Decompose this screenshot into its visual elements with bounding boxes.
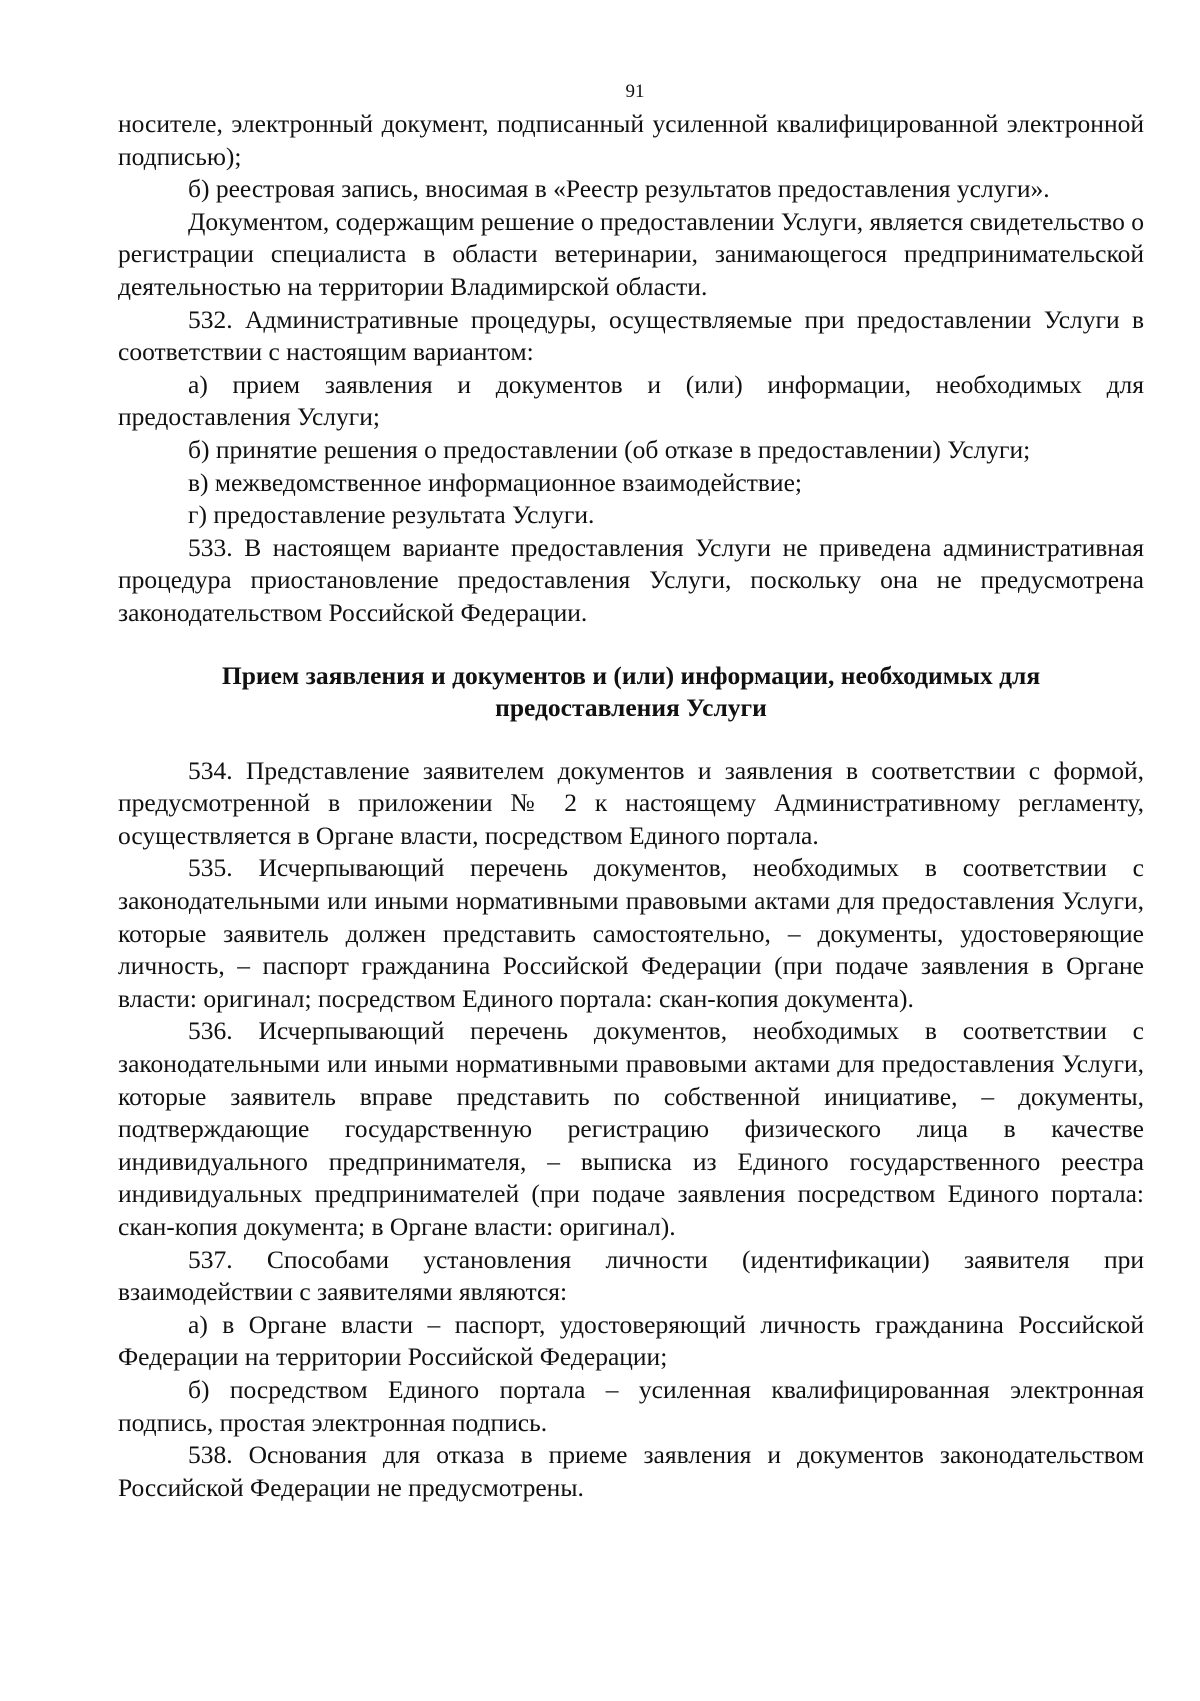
paragraph-533: 533. В настоящем варианте предоставления Услуги не приведена административная процедура приостановление предоставления Услуги, поскольку она не предусмотрена законодательством Российской Федерации. bbox=[118, 532, 1144, 627]
paragraph-538: 538. Основания для отказа в приеме заявления и документов законодательством Российской Федерации не предусмотрены. bbox=[118, 1440, 1144, 1502]
page-number: 91 bbox=[625, 81, 645, 102]
paragraph-continuation: носителе, электронный документ, подписанный усиленной квалифицированной электронной подписью); bbox=[118, 109, 1144, 171]
paragraph-item-b-registry: б) реестровая запись, вносимая в «Реестр результатов предоставления услуги». bbox=[188, 174, 1050, 204]
paragraph-532-a: а) прием заявления и документов и (или) информации, необходимых для предоставления Услуги; bbox=[118, 369, 1144, 432]
document-page bbox=[118, 76, 1144, 1504]
paragraph-532: 532. Административные процедуры, осуществляемые при предоставлении Услуги в соответствии с настоящим вариантом: bbox=[118, 304, 1144, 367]
paragraph-537-a: а) в Органе власти – паспорт, удостоверяющий личность гражданина Российской Федерации на территории Российской Федерации; bbox=[118, 1309, 1144, 1372]
section-heading: Прием заявления и документов и (или) информации, необходимых для предоставления Услуги bbox=[221, 660, 1041, 723]
paragraph-537: 537. Способами установления личности (идентификации) заявителя при взаимодействии с заявителями являются: bbox=[118, 1244, 1144, 1307]
paragraph-537-b: б) посредством Единого портала – усиленная квалифицированная электронная подпись, простая электронная подпись. bbox=[118, 1374, 1144, 1437]
paragraph-532-v: в) межведомственное информационное взаимодействие; bbox=[188, 467, 802, 497]
paragraph-532-g: г) предоставление результата Услуги. bbox=[188, 500, 595, 530]
paragraph-536: 536. Исчерпывающий перечень документов, необходимых в соответствии с законодательными или иными нормативными правовыми актами для предоставления Услуги, которые заявитель вправе представить по собственной инициативе, – документы, подтверждающие государственную регистрацию физического лица в качестве индивидуального предпринимателя, – выписка из Единого государственного реестра индивидуальных предпринимателей (при подаче заявления посредством Единого портала: скан-копия документа; в Органе власти: оригинал). bbox=[118, 1016, 1144, 1241]
paragraph-532-b: б) принятие решения о предоставлении (об отказе в предоставлении) Услуги; bbox=[188, 434, 1031, 464]
paragraph-534: 534. Представление заявителем документов и заявления в соответствии с формой, предусмотренной в приложении № 2 к настоящему Административному регламенту, осуществляется в Органе власти, посредством Единого портала. bbox=[118, 755, 1144, 850]
paragraph-decision-document: Документом, содержащим решение о предоставлении Услуги, является свидетельство о регистрации специалиста в области ветеринарии, занимающегося предпринимательской деятельностью на территории Владимирской области. bbox=[118, 206, 1144, 301]
paragraph-535: 535. Исчерпывающий перечень документов, необходимых в соответствии с законодательными или иными нормативными правовыми актами для предоставления Услуги, которые заявитель должен представить самостоятельно, – документы, удостоверяющие личность, – паспорт гражданина Российской Федерации (при подаче заявления в Органе власти: оригинал; посредством Единого портала: скан-копия документа). bbox=[118, 853, 1144, 1013]
